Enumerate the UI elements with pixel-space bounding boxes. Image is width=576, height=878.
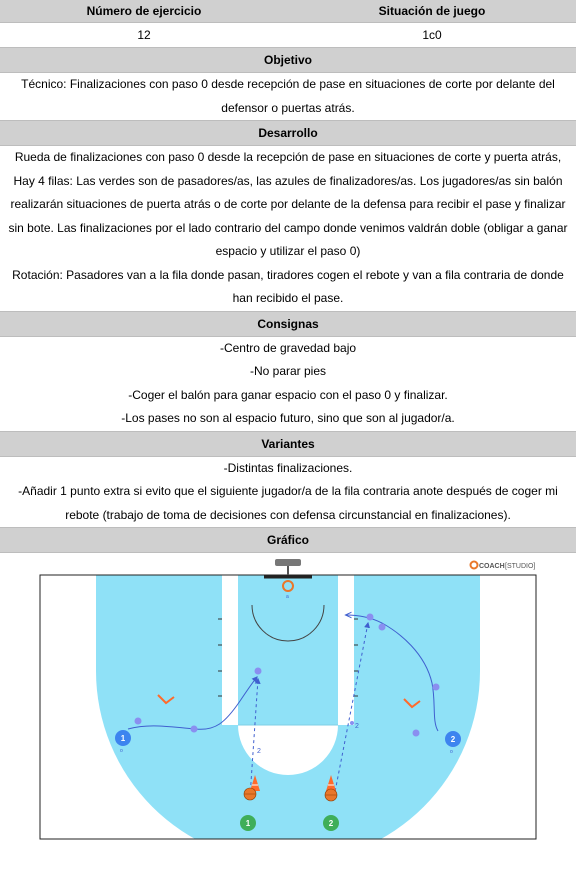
variantes-item: -Añadir 1 punto extra si evito que el siguiente jugador/a de la fila contraria anote después de coger mi rebote (trabajo de toma de decisiones con defensa circunstancial en finalizaciones). [18, 484, 558, 522]
consignas-title: Consignas [0, 312, 576, 337]
player-green-2 [323, 815, 339, 831]
objetivo-title: Objetivo [0, 48, 576, 73]
desarrollo-text [0, 146, 576, 312]
pass-label: 2 [355, 723, 359, 730]
desarrollo-paragraph-2: Rotación: Pasadores van a la fila donde pasan, tiradores cogen el rebote y van a fila contraria de donde han recibido el pase. [12, 267, 564, 305]
table-values-row [0, 23, 576, 48]
player-label: 2 [450, 735, 456, 744]
court-diagram [0, 553, 576, 875]
player-label: 1 [245, 819, 251, 828]
consignas-list [0, 337, 576, 432]
consignas-item: -No parar pies [249, 364, 327, 378]
svg-text:o: o [120, 748, 123, 754]
logo-suffix: [STUDIO] [505, 563, 536, 570]
desarrollo-title: Desarrollo [0, 121, 576, 146]
player-label: 2 [328, 819, 334, 828]
variantes-title: Variantes [0, 432, 576, 457]
table-header-row [0, 0, 576, 23]
player-label: 1 [120, 734, 126, 743]
coach-studio-logo [471, 562, 536, 571]
svg-text:o: o [450, 749, 453, 755]
logo-text: COACH [479, 563, 505, 570]
consignas-item: -Coger el balón para ganar espacio con el paso 0 y finalizar. [128, 387, 448, 402]
consignas-item: -Centro de gravedad bajo [219, 340, 357, 355]
game-situation-value: 1c0 [422, 28, 442, 42]
header-exercise-number: Número de ejercicio [86, 4, 202, 18]
desarrollo-paragraph-1: Rueda de finalizaciones con paso 0 desde la recepción de pase en situaciones de corte y puerta atrás, Hay 4 filas: Las verdes son de pasadores/as, las azules de finalizadores/as. Los jugadores/as sin balón realizarán situaciones de puerta atrás o de corte por delante de la defensa para recibir el pase y finalizar sin bote. Las finalizaciones por el lado contrario del campo donde venimos valdrán doble (obligar a ganar espacio y utilizar el paso 0) [8, 150, 568, 258]
objetivo-paragraph: Técnico: Finalizaciones con paso 0 desde recepción de pase en situaciones de corte por delante del defensor o puertas atrás. [21, 77, 555, 115]
variantes-item: -Distintas finalizaciones. [223, 460, 353, 475]
exercise-number-value: 12 [137, 28, 151, 42]
three-point-area [96, 575, 480, 863]
pass-label: 2 [257, 748, 261, 755]
variantes-list [0, 457, 576, 529]
header-game-situation: Situación de juego [378, 4, 486, 18]
grafico-title: Gráfico [0, 528, 576, 553]
objetivo-text [0, 73, 576, 121]
svg-text:a: a [286, 594, 289, 600]
consignas-item: -Los pases no son al espacio futuro, sino que son al jugador/a. [121, 411, 455, 425]
player-green-1 [240, 815, 256, 831]
court-svg [0, 553, 576, 875]
